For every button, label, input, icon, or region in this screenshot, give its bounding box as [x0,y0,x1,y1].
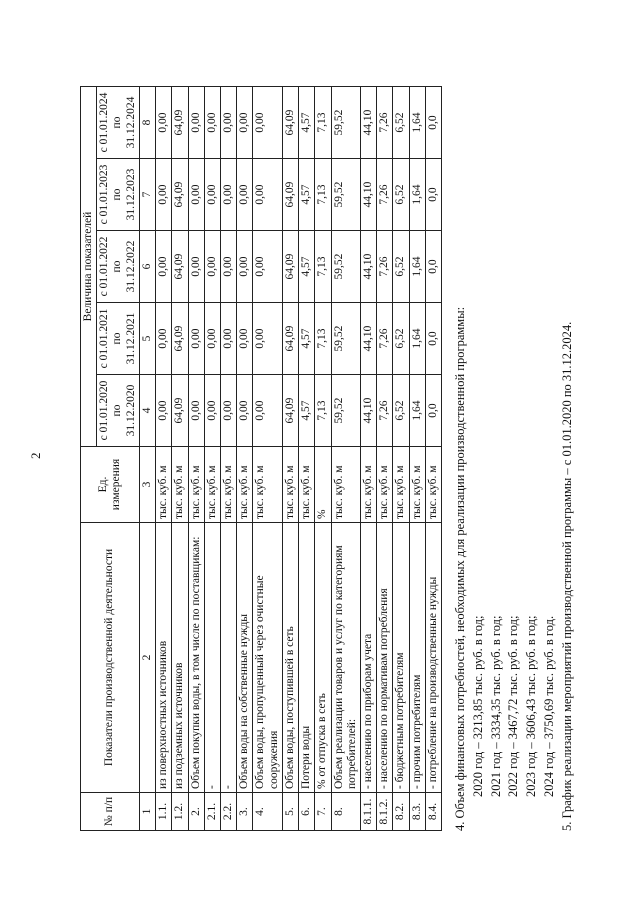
header-unit: Ед. измерения [81,447,140,523]
row-unit: тыс. куб. м [156,447,172,523]
row-value: 0,00 [204,231,220,303]
row-unit: тыс. куб. м [220,447,236,523]
row-unit: тыс. куб. м [204,447,220,523]
header-column-number: 4 [139,375,155,447]
row-value: 0,00 [156,159,172,231]
row-value: 7,13 [315,231,331,303]
row-value: 7,13 [315,303,331,375]
row-indicator-name: Потери воды [299,523,315,793]
row-value: 0,0 [425,159,441,231]
row-number: 8.1.1. [360,793,376,831]
row-value: 0,00 [253,159,282,231]
row-value: 4,57 [299,87,315,159]
row-value: 44,10 [360,231,376,303]
row-number: 3. [237,793,253,831]
row-number: 8.1.2. [377,793,393,831]
row-value: 59,52 [331,303,360,375]
row-value: 6,52 [393,375,409,447]
row-value: 0,00 [156,231,172,303]
row-value: 1,64 [409,231,425,303]
header-period: с 01.01.2021 по 31.12.2021 [97,303,140,375]
table-row [220,87,236,831]
row-value: 0,00 [156,87,172,159]
row-value: 0,0 [425,375,441,447]
row-number: 8.4. [425,793,441,831]
header-column-number: 1 [139,793,155,831]
row-indicator-name: Объем реализации товаров и услуг по категориям потребителей: [331,523,360,793]
row-value: 1,64 [409,375,425,447]
row-number: 8.3. [409,793,425,831]
row-value: 44,10 [360,375,376,447]
row-value: 64,09 [172,303,188,375]
row-value: 0,00 [220,87,236,159]
row-number: 4. [253,793,282,831]
row-value: 59,52 [331,87,360,159]
row-indicator-name: из подземных источников [172,523,188,793]
row-value: 0,00 [188,159,204,231]
row-value: 6,52 [393,159,409,231]
note-item4-line: 2021 год – 3334,35 тыс. руб. в год; [488,615,503,797]
row-value: 0,0 [425,303,441,375]
row-value: 7,26 [377,303,393,375]
row-value: 7,13 [315,159,331,231]
row-value: 0,00 [204,303,220,375]
row-value: 7,13 [315,87,331,159]
row-indicator-name: Объем воды, поступившей в сеть [282,523,298,793]
header-period: с 01.01.2022 по 31.12.2022 [97,231,140,303]
row-indicator-name: Объем воды, пропущенный через очистные сооружения [253,523,282,793]
row-number: 1.2. [172,793,188,831]
row-value: 64,09 [172,231,188,303]
note-item4-title: 4. Объем финансовых потребностей, необходимых для реализации производственной программы: [453,306,467,831]
production-indicators-table [80,86,442,831]
row-value: 6,52 [393,231,409,303]
row-unit: % [315,447,331,523]
row-value: 0,00 [253,231,282,303]
row-indicator-name: - населению по приборам учета [360,523,376,793]
header-column-number: 5 [139,303,155,375]
table-numbering-row [139,87,155,831]
table-header-row [81,87,97,831]
row-value: 0,00 [156,375,172,447]
row-value: 64,09 [282,231,298,303]
row-value: 7,26 [377,375,393,447]
header-period: с 01.01.2023 по 31.12.2023 [97,159,140,231]
row-value: 0,00 [204,87,220,159]
row-value: 59,52 [331,231,360,303]
table-row [172,87,188,831]
row-value: 7,26 [377,231,393,303]
row-value: 0,00 [204,159,220,231]
note-item4-line: 2024 год – 3750,69 тыс. руб. в год. [541,615,556,797]
row-indicator-name: - [220,523,236,793]
row-unit: тыс. куб. м [331,447,360,523]
row-value: 4,57 [299,159,315,231]
note-item5: 5. График реализации мероприятий производственной программы – с 01.01.2020 по 31.12.2024. [559,321,574,831]
row-unit: тыс. куб. м [377,447,393,523]
row-value: 64,09 [172,375,188,447]
row-indicator-name: - бюджетным потребителям [393,523,409,793]
row-value: 7,26 [377,87,393,159]
header-indicator: Показатели производственной деятельности [81,523,140,793]
table-row [156,87,172,831]
row-unit: тыс. куб. м [409,447,425,523]
row-unit: тыс. куб. м [299,447,315,523]
header-period: с 01.01.2024 по 31.12.2024 [97,87,140,159]
header-group: Величина показателей [81,87,97,447]
table-row [315,87,331,831]
row-unit: тыс. куб. м [393,447,409,523]
row-value: 0,00 [237,231,253,303]
row-indicator-name: Объем покупки воды, в том числе по поставщикам: [188,523,204,793]
table-row [409,87,425,831]
header-column-number: 7 [139,159,155,231]
row-value: 7,26 [377,159,393,231]
header-column-number: 8 [139,87,155,159]
table-row [299,87,315,831]
notes-section [452,51,576,831]
row-unit: тыс. куб. м [282,447,298,523]
row-number: 8.2. [393,793,409,831]
row-value: 0,00 [188,303,204,375]
row-value: 0,00 [188,87,204,159]
row-value: 64,09 [282,375,298,447]
page-number: 2 [28,452,43,459]
row-value: 0,00 [188,231,204,303]
table-row [425,87,441,831]
table-row [204,87,220,831]
row-indicator-name: - потребление на производственные нужды [425,523,441,793]
header-period: с 01.01.2020 по 31.12.2020 [97,375,140,447]
row-unit: тыс. куб. м [425,447,441,523]
row-value: 0,00 [220,375,236,447]
note-item4-lines [470,51,559,831]
header-column-number: 2 [139,523,155,793]
row-value: 59,52 [331,375,360,447]
row-value: 0,00 [253,375,282,447]
row-value: 0,00 [188,375,204,447]
table-row [188,87,204,831]
row-number: 1.1. [156,793,172,831]
row-indicator-name: Объем воды на собственные нужды [237,523,253,793]
row-unit: тыс. куб. м [188,447,204,523]
row-value: 4,57 [299,231,315,303]
row-indicator-name: - прочим потребителям [409,523,425,793]
row-value: 64,09 [282,87,298,159]
row-value: 0,00 [204,375,220,447]
row-value: 0,00 [156,303,172,375]
note-item4-line: 2023 год – 3606,43 тыс. руб. в год; [524,615,538,797]
table-row [331,87,360,831]
row-number: 8. [331,793,360,831]
row-number: 2.1. [204,793,220,831]
row-value: 0,00 [220,231,236,303]
row-indicator-name: % от отпуска в сеть [315,523,331,793]
table-row [282,87,298,831]
row-unit: тыс. куб. м [172,447,188,523]
row-value: 64,09 [172,87,188,159]
row-value: 1,64 [409,87,425,159]
row-value: 0,00 [237,87,253,159]
row-value: 7,13 [315,375,331,447]
header-column-number: 3 [139,447,155,523]
row-value: 44,10 [360,87,376,159]
table-row [393,87,409,831]
row-value: 1,64 [409,303,425,375]
row-unit: тыс. куб. м [237,447,253,523]
row-value: 59,52 [331,159,360,231]
row-value: 0,00 [220,303,236,375]
row-number: 5. [282,793,298,831]
row-indicator-name: - [204,523,220,793]
row-value: 0,0 [425,231,441,303]
row-value: 64,09 [282,303,298,375]
row-indicator-name: из поверхностных источников [156,523,172,793]
row-number: 6. [299,793,315,831]
row-value: 0,0 [425,87,441,159]
row-value: 0,00 [237,303,253,375]
row-value: 4,57 [299,303,315,375]
table-row [377,87,393,831]
row-value: 44,10 [360,159,376,231]
row-number: 7. [315,793,331,831]
row-value: 64,09 [172,159,188,231]
table-row [253,87,282,831]
row-unit: тыс. куб. м [253,447,282,523]
note-item4-line: 2020 год – 3213,85 тыс. руб. в год; [470,615,485,797]
row-value: 64,09 [282,159,298,231]
row-number: 2.2. [220,793,236,831]
header-column-number: 6 [139,231,155,303]
header-no: № п/п [81,793,140,831]
row-value: 4,57 [299,375,315,447]
table-row [360,87,376,831]
row-value: 6,52 [393,87,409,159]
row-indicator-name: - населению по нормативам потребления [377,523,393,793]
row-value: 0,00 [253,87,282,159]
row-value: 0,00 [220,159,236,231]
table-row [237,87,253,831]
row-value: 6,52 [393,303,409,375]
note-item4-line: 2022 год – 3467,72 тыс. руб. в год; [506,615,521,797]
row-unit: тыс. куб. м [360,447,376,523]
row-value: 0,00 [253,303,282,375]
row-value: 1,64 [409,159,425,231]
row-value: 0,00 [237,375,253,447]
row-value: 44,10 [360,303,376,375]
row-value: 0,00 [237,159,253,231]
row-number: 2. [188,793,204,831]
